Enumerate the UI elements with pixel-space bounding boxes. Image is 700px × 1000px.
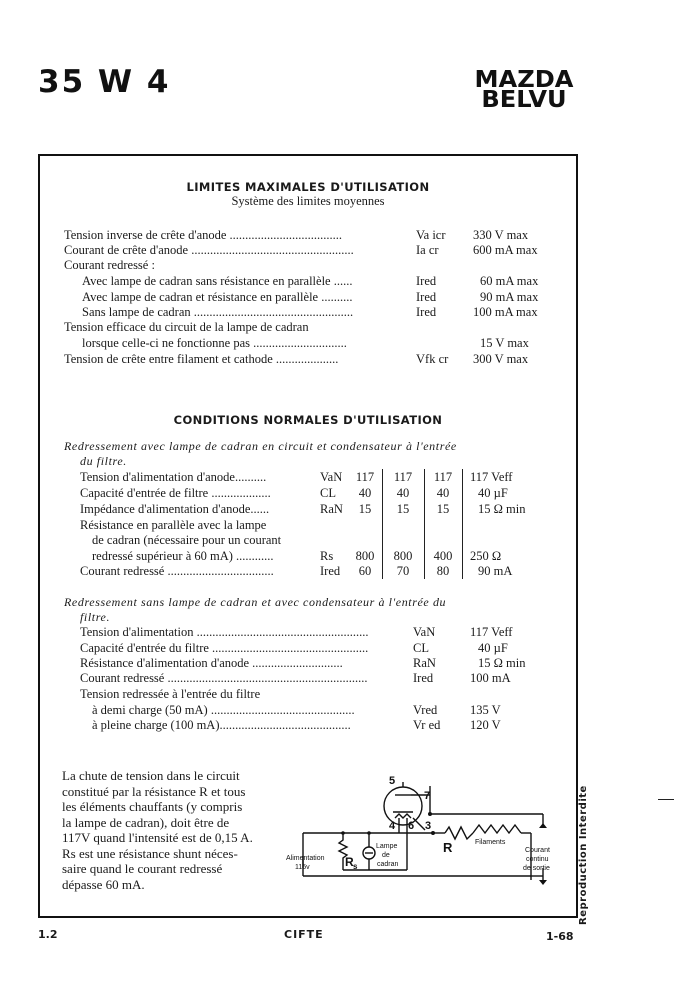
junction-dot [341, 831, 345, 835]
pin7-label: 7 [424, 790, 431, 802]
footer-right: 1-68 [546, 930, 574, 943]
limits-label: lorsque celle-ci ne fonctionne pas .............................. [82, 336, 347, 350]
condition-value: 250 Ω [470, 549, 502, 563]
lamp-label-3: cadran [377, 861, 399, 868]
limits-row [64, 289, 564, 305]
limits-label: Tension inverse de crête d'anode .................................... [64, 228, 343, 242]
section2-heading-2: filtre. [80, 610, 111, 624]
condition-row [80, 655, 550, 671]
condition-row [80, 548, 550, 564]
output-label-2: continu [526, 856, 549, 863]
condition-row [80, 532, 550, 548]
condition-symbol: CL [320, 486, 336, 500]
condition-symbol: Vred [413, 703, 438, 717]
limits-row [64, 319, 564, 335]
tube-filament [395, 814, 411, 818]
junction-dot [431, 831, 435, 835]
limits-row [64, 304, 564, 320]
filaments-chain [473, 825, 521, 833]
condition-col1: 800 [355, 549, 375, 563]
r-resistor [445, 827, 473, 839]
note-line: constitué par la résistance R et tous [62, 783, 246, 799]
note-line: dépasse 60 mA. [62, 876, 145, 892]
condition-row [80, 501, 550, 517]
limits-symbol: Ia cr [416, 243, 439, 257]
condition-col3: 117 [433, 470, 453, 484]
limits-value: 60 mA max [480, 274, 539, 288]
limits-row [64, 227, 564, 243]
condition-label: Tension redressée à l'entrée du filtre [80, 687, 261, 701]
condition-row [80, 624, 550, 640]
condition-label: Résistance d'alimentation d'anode ............................. [80, 656, 343, 670]
condition-symbol: Ired [413, 671, 434, 685]
condition-col1: 60 [358, 564, 372, 578]
condition-value: 15 Ω min [478, 656, 526, 670]
note-line: saire quand le courant redressé [62, 861, 223, 876]
pin4-label: 4 [389, 820, 396, 832]
limits-label: Avec lampe de cadran et résistance en parallèle .......... [82, 290, 353, 304]
section1-heading: Redressement avec lampe de cadran en circuit et condensateur à l'entrée [64, 439, 457, 453]
pin3-lead [413, 818, 425, 830]
condition-value: 40 µF [478, 486, 508, 500]
condition-label: Tension d'alimentation ....................................................... [80, 625, 369, 639]
junction-dot [367, 831, 371, 835]
tube-title: 35 W 4 [38, 64, 171, 100]
condition-row [80, 517, 550, 533]
limits-value: 15 V max [480, 336, 529, 350]
condition-col2: 70 [396, 564, 410, 578]
limits-row [64, 351, 564, 367]
junction-dot [428, 812, 432, 816]
condition-symbol: Rs [320, 549, 334, 563]
condition-value: 40 µF [478, 641, 508, 655]
condition-value: 90 mA [478, 564, 513, 578]
condition-row [80, 717, 550, 733]
output-label-1: Courant [525, 847, 550, 854]
condition-col1: 15 [358, 502, 372, 516]
circuit-diagram [285, 768, 565, 893]
condition-row [80, 686, 550, 702]
condition-col2: 117 [393, 470, 413, 484]
condition-value: 120 V [470, 718, 501, 732]
condition-value: 15 Ω min [478, 502, 526, 516]
condition-col3: 80 [436, 564, 450, 578]
condition-row [80, 469, 550, 485]
condition-col2: 15 [396, 502, 410, 516]
note-line: La chute de tension dans le circuit [62, 768, 240, 783]
condition-symbol: Ired [320, 564, 341, 578]
section2-heading: Redressement sans lampe de cadran et avec condensateur à l'entrée du [64, 595, 447, 609]
condition-value: 117 Veff [470, 470, 513, 484]
condition-symbol: VaN [320, 470, 343, 484]
condition-symbol: RaN [320, 502, 343, 516]
limits-label: Avec lampe de cadran sans résistance en parallèle ...... [82, 274, 353, 288]
condition-row [80, 563, 550, 579]
condition-value: 117 Veff [470, 625, 513, 639]
footer-center: CIFTE [284, 928, 324, 941]
note-line: la lampe de cadran), doit être de [62, 814, 230, 830]
condition-col3: 15 [436, 502, 450, 516]
limits-value: 330 V max [473, 228, 529, 242]
pin6-label: 6 [408, 820, 415, 832]
note-line: les éléments chauffants (y compris [62, 799, 243, 814]
limits-symbol: Ired [416, 290, 437, 304]
condition-symbol: CL [413, 641, 429, 655]
condition-col2: 40 [396, 486, 410, 500]
limits-label: Sans lampe de cadran ................................................... [82, 305, 354, 319]
limits-symbol: Ired [416, 274, 437, 288]
limits-symbol: Va icr [416, 228, 446, 242]
condition-col2: 800 [393, 549, 413, 563]
limits-label: Courant de crête d'anode .................................................... [64, 243, 354, 257]
note-line: Rs est une résistance shunt néces- [62, 845, 238, 861]
brand-line-2: BELVU [481, 87, 567, 113]
limits-row [64, 335, 564, 351]
condition-symbol: Vr ed [413, 718, 441, 732]
condition-label: Courant redressé .................................. [80, 564, 274, 578]
limits-row [64, 273, 564, 289]
pin5-label: 5 [389, 775, 396, 787]
limits-label: Courant redressé : [64, 258, 155, 272]
condition-label: Résistance en parallèle avec la lampe [80, 518, 267, 532]
condition-label: à pleine charge (100 mA).......................................... [92, 718, 351, 732]
limits-subtitle: Système des limites moyennes [231, 194, 385, 208]
condition-label: Tension d'alimentation d'anode.......... [80, 470, 267, 484]
condition-label: Impédance d'alimentation d'anode...... [80, 502, 270, 516]
limits-title: LIMITES MAXIMALES D'UTILISATION [186, 180, 430, 194]
rs-subscript: s [353, 862, 358, 871]
alim-voltage: 115v [295, 864, 310, 871]
limits-value: 300 V max [473, 352, 529, 366]
limits-row [64, 257, 564, 273]
condition-label: à demi charge (50 mA) .............................................. [92, 703, 355, 717]
condition-col3: 40 [436, 486, 450, 500]
limits-label: Tension de crête entre filament et cathode .................... [64, 352, 339, 366]
condition-col3: 400 [433, 549, 453, 563]
output-label-3: de sortie [523, 865, 550, 872]
condition-label: de cadran (nécessaire pour un courant [92, 533, 282, 547]
condition-col1: 117 [355, 470, 375, 484]
side-note: Reproduction Interdite [578, 785, 589, 925]
brand-line-1: MAZDA [474, 67, 574, 93]
limits-value: 100 mA max [473, 305, 538, 319]
condition-symbol: VaN [413, 625, 436, 639]
limits-value: 600 mA max [473, 243, 538, 257]
limits-row [64, 242, 564, 258]
limits-symbol: Ired [416, 305, 437, 319]
condition-label: redressé supérieur à 60 mA) ............ [92, 549, 274, 563]
condition-label: Courant redressé ................................................................ [80, 671, 368, 685]
alim-label: Alimentation [286, 855, 325, 862]
condition-symbol: RaN [413, 656, 436, 670]
rs-label: R [345, 855, 354, 869]
pin3-label: 3 [425, 820, 432, 832]
r-label: R [443, 840, 453, 855]
filaments-label: Filaments [475, 839, 506, 846]
lamp-label-1: Lampe [376, 843, 398, 850]
condition-row [80, 670, 550, 686]
brand-logo [468, 67, 580, 113]
conditions-title: CONDITIONS NORMALES D'UTILISATION [173, 413, 443, 427]
condition-row [80, 702, 550, 718]
output-arrow-up [539, 823, 547, 828]
lamp-label-2: de [382, 852, 390, 859]
note-line: 117V quand l'intensité est de 0,15 A. [62, 830, 253, 845]
section1-heading-2: du filtre. [80, 454, 127, 468]
condition-label: Capacité d'entrée de filtre ................... [80, 486, 271, 500]
footer-left: 1.2 [38, 928, 58, 941]
condition-value: 100 mA [470, 671, 511, 685]
condition-value: 135 V [470, 703, 501, 717]
limits-value: 90 mA max [480, 290, 539, 304]
limits-symbol: Vfk cr [416, 352, 449, 366]
condition-row [80, 640, 550, 656]
condition-label: Capacité d'entrée du filtre .................................................. [80, 641, 369, 655]
margin-mark [658, 799, 674, 800]
condition-row [80, 485, 550, 501]
output-arrow-down [539, 880, 547, 885]
note-paragraph [62, 768, 287, 892]
condition-col1: 40 [358, 486, 372, 500]
limits-label: Tension efficace du circuit de la lampe de cadran [64, 320, 309, 334]
